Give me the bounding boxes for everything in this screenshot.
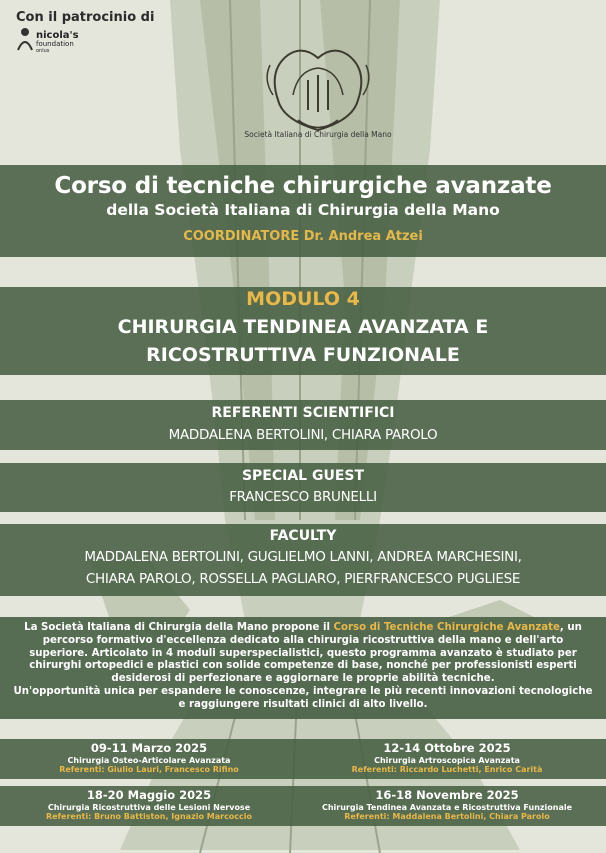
event-4 — [302, 788, 592, 821]
event-date: 18-20 Maggio 2025 — [86, 788, 212, 802]
logo-line-3: onlus — [36, 48, 50, 54]
description-band — [0, 617, 606, 719]
module-label: MODULO 4 — [246, 288, 360, 310]
dates-row-2 — [0, 786, 606, 826]
description-part-3: Un'opportunità unica per espandere le conoscenze, integrare le più recenti innovazioni tecnologiche e raggiungere risultati clinici di alto livello. — [13, 685, 593, 710]
event-name: Chirurgia Artroscopica Avanzata — [374, 756, 520, 765]
description-text — [12, 622, 594, 712]
referenti-names: MADDALENA BERTOLINI, CHIARA PAROLO — [168, 427, 438, 443]
logo-line-1: nicola's — [36, 30, 79, 41]
event-referents: Referenti: Giulio Lauri, Francesco Rifino — [59, 765, 239, 774]
course-title-band — [0, 165, 606, 257]
faculty-line-1: MADDALENA BERTOLINI, GUGLIELMO LANNI, ANDREA MARCHESINI, — [84, 549, 522, 565]
description-part-1: La Società Italiana di Chirurgia della Mano propone il — [24, 622, 334, 633]
module-title-line-2: RICOSTRUTTIVA FUNZIONALE — [146, 344, 460, 366]
event-2 — [302, 741, 592, 774]
referenti-band — [0, 400, 606, 450]
logo-line-2: foundation — [36, 40, 74, 48]
referenti-heading: REFERENTI SCIENTIFICI — [211, 405, 395, 421]
event-referents: Referenti: Bruno Battiston, Ignazio Marcoccio — [45, 812, 253, 821]
nicolas-foundation-logo — [16, 26, 79, 70]
coordinator: COORDINATORE Dr. Andrea Atzei — [183, 229, 423, 244]
faculty-heading: FACULTY — [269, 528, 337, 544]
event-3 — [4, 788, 294, 821]
event-name: Chirurgia Tendinea Avanzata e Ricostruttiva Funzionale — [321, 803, 573, 812]
foundation-emblem-icon — [16, 26, 34, 52]
faculty-band — [0, 524, 606, 596]
course-title: Corso di tecniche chirurgiche avanzate — [54, 173, 552, 199]
dates-row-1 — [0, 739, 606, 779]
event-1 — [4, 741, 294, 774]
patronage-label: Con il patrocinio di — [16, 10, 155, 25]
description-highlight: Corso di Tecniche Chirurgiche Avanzate — [333, 622, 560, 633]
module-title-line-1: CHIRURGIA TENDINEA AVANZATA E — [117, 316, 489, 338]
special-guest-names: FRANCESCO BRUNELLI — [229, 489, 377, 505]
special-guest-heading: SPECIAL GUEST — [241, 468, 365, 484]
society-name: Società Italiana di Chirurgia della Mano — [244, 130, 392, 139]
description-part-2: , un percorso formativo d'eccellenza dedicato alla chirurgia ricostruttiva della mano e dell'arto superiore. Articolato in 4 moduli superspecialistici, questo programma avanzato è studiato per chirurghi ortopedici e plastici con solide competenze di base, nonché per professionisti esperti desiderosi di perfezionare e aggiornare le proprie abilità tecniche. — [29, 622, 582, 685]
event-date: 16-18 Novembre 2025 — [375, 788, 519, 802]
event-name: Chirurgia Osteo-Articolare Avanzata — [67, 756, 231, 765]
module-band — [0, 287, 606, 375]
faculty-line-2: CHIARA PAROLO, ROSSELLA PAGLIARO, PIERFRANCESCO PUGLIESE — [85, 571, 521, 587]
course-subtitle: della Società Italiana di Chirurgia della Mano — [106, 201, 500, 219]
event-name: Chirurgia Ricostruttiva delle Lesioni Nervose — [47, 803, 251, 812]
event-referents: Referenti: Maddalena Bertolini, Chiara Parolo — [344, 812, 550, 821]
event-date: 12-14 Ottobre 2025 — [383, 741, 511, 755]
event-referents: Referenti: Riccardo Luchetti, Enrico Carità — [351, 765, 543, 774]
special-guest-band — [0, 463, 606, 512]
event-date: 09-11 Marzo 2025 — [90, 741, 208, 755]
